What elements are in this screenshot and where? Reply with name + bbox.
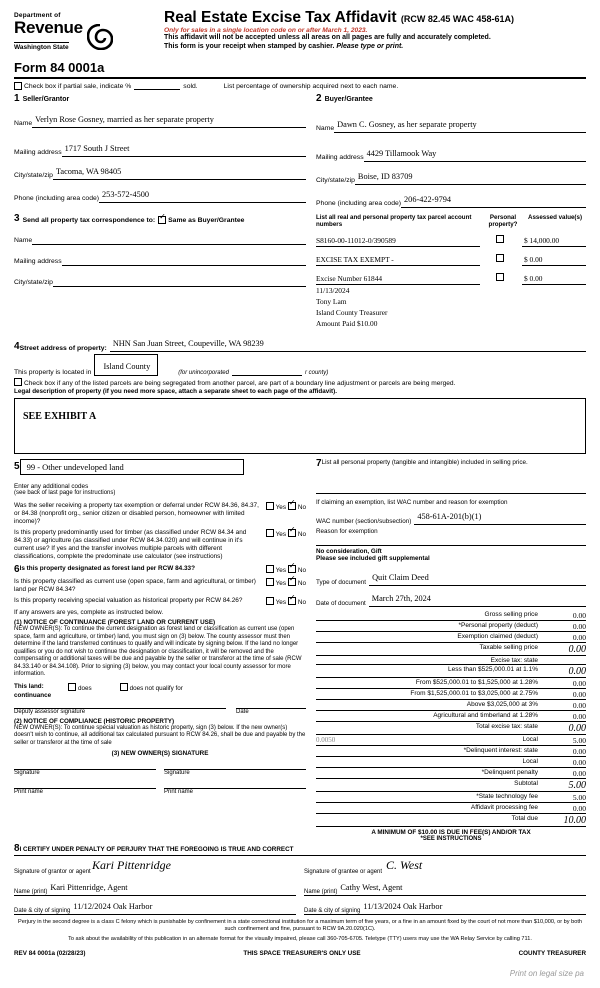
treasurer-space-label: THIS SPACE TREASURER'S ONLY USE bbox=[243, 950, 361, 958]
department-label: Department of bbox=[14, 12, 61, 19]
tax-line-prefix bbox=[316, 690, 350, 699]
personal-property-heading: List all personal property (tangible and intangible) included in selling price. bbox=[321, 459, 528, 467]
sold-label: sold. bbox=[183, 83, 198, 90]
reason-value[interactable]: No consideration, Gift bbox=[316, 548, 382, 556]
tax-line bbox=[316, 700, 586, 711]
grantor-date-value[interactable]: 11/12/2024 Oak Harbor bbox=[73, 902, 153, 912]
tax-line-prefix bbox=[316, 633, 350, 642]
section-6-number: 6 bbox=[14, 564, 20, 576]
tax-line-prefix: 0.0050 bbox=[316, 736, 336, 745]
forest-no-label: No bbox=[297, 567, 306, 575]
buyer-name-label: Name bbox=[316, 125, 335, 132]
tax-line bbox=[316, 814, 586, 827]
historic-question: Is this property receiving special valuation as historical property per RCW 84.26? bbox=[14, 597, 243, 605]
print-size-note: Print on legal size pa bbox=[509, 969, 584, 978]
body-columns bbox=[14, 459, 586, 842]
left-questions bbox=[14, 459, 312, 842]
footer-row bbox=[14, 950, 586, 957]
agency-block bbox=[14, 8, 154, 75]
assessor-date-label: Date bbox=[236, 708, 249, 715]
parcel-row bbox=[316, 267, 586, 285]
tax-line-prefix bbox=[316, 780, 350, 791]
tax-line bbox=[316, 768, 586, 779]
personal-property-checkbox[interactable] bbox=[480, 267, 522, 285]
tax-line-prefix bbox=[316, 804, 350, 813]
tax-line-label: Local bbox=[522, 758, 538, 766]
grantee-sig-label: Signature of grantee or agent bbox=[304, 869, 383, 876]
historic-no-label: No bbox=[297, 599, 306, 607]
tax-line-label: *Delinquent interest: state bbox=[463, 747, 538, 755]
tax-line-label: Gross selling price bbox=[484, 611, 538, 619]
certification-heading: I CERTIFY UNDER PENALTY OF PERJURY THAT THE FOREGOING IS TRUE AND CORRECT bbox=[19, 845, 294, 853]
section-3-number: 3 bbox=[14, 213, 20, 224]
reason-label: Reason for exemption bbox=[316, 528, 378, 536]
if-any-yes-label: If any answers are yes, complete as instructed below. bbox=[14, 609, 164, 617]
tax-line-prefix bbox=[316, 666, 350, 677]
this-land-label: This land: bbox=[14, 682, 44, 690]
land-use-code-value[interactable]: 99 - Other undeveloped land bbox=[20, 459, 244, 475]
segregated-label: Check box if any of the listed parcels are being segregated from another parcel, are part of a boundary line adjustment or parcels are being merged. bbox=[24, 380, 456, 388]
tax-line-value[interactable]: 0.00 bbox=[572, 690, 586, 700]
legal-description-box[interactable] bbox=[14, 398, 586, 454]
historic-no-checkbox[interactable] bbox=[288, 597, 296, 605]
forest-yes-label: Yes bbox=[275, 567, 287, 575]
partial-sale-checkbox[interactable] bbox=[14, 82, 22, 90]
exemption-heading: If claiming an exemption, list WAC number and reason for exemption bbox=[316, 499, 508, 507]
parcel-number[interactable]: Tony Lam bbox=[316, 297, 347, 307]
exemption-question: Was the seller receiving a property tax exemption or deferral under RCW 84.36, 84.37, or 84.38 (nonprofit org., senior citizen or disabled person, homeowner with limited income)? bbox=[14, 502, 259, 526]
tax-line-prefix bbox=[316, 657, 350, 664]
tax-line-label: Exemption claimed (deduct) bbox=[457, 633, 538, 641]
tax-line-label: Total due bbox=[511, 815, 538, 823]
tax-line-value[interactable]: 0.00 bbox=[572, 633, 586, 643]
tax-line-label: Local bbox=[522, 736, 538, 744]
buyer-phone-value[interactable]: 206-422-9794 bbox=[404, 195, 452, 204]
notice-continuance-body: NEW OWNER(S): To continue the current designation as forest land or classification as current use (open space, farm and agriculture, or timber) land, you must sign on (3) below. The county assessor must then determine if the land transferred continues to qualify and will indicate by signing below. If the land no longer qualifies or you do not wish to continue the designation or classification, it will be removed and the compensating or additional taxes will be due and payable by the seller or transferor at the time of sale (RCW 84.33.140 or 84.34.108). Prior to signing (3) below, you may contact your local county assessor for more information. bbox=[14, 626, 302, 678]
tax-line-value[interactable]: 5.00 bbox=[572, 793, 586, 803]
does-not-qualify-checkbox[interactable] bbox=[120, 683, 128, 691]
personal-property-checkbox[interactable] bbox=[480, 229, 522, 247]
parcel-row bbox=[316, 308, 586, 318]
legal-description-value: SEE EXHIBIT A bbox=[23, 411, 97, 423]
tax-line bbox=[316, 722, 586, 735]
buyer-phone-label: Phone (including area code) bbox=[316, 200, 402, 207]
tax-line-value[interactable]: 0.00 bbox=[572, 758, 586, 768]
segregated-row bbox=[14, 378, 586, 387]
parties-section bbox=[14, 94, 586, 208]
rev-number: REV 84 0001a (02/28/23) bbox=[14, 950, 86, 958]
grantor-name-value[interactable]: Kari Pittenridge, Agent bbox=[50, 883, 128, 893]
tax-line-value[interactable]: 0.00 bbox=[572, 769, 586, 779]
does-qualify-checkbox[interactable] bbox=[68, 683, 76, 691]
grantee-date-label: Date & city of signing bbox=[304, 908, 361, 915]
county-note: r county) bbox=[304, 370, 329, 377]
tax-line-label: Subtotal bbox=[514, 780, 538, 788]
tax-line-value[interactable]: 0.00 bbox=[572, 712, 586, 722]
personal-property-checkbox bbox=[480, 286, 522, 296]
tax-line-value[interactable]: 0.00 bbox=[572, 611, 586, 621]
currentuse-yesno[interactable] bbox=[266, 578, 306, 587]
timber-no-checkbox[interactable] bbox=[288, 529, 296, 537]
section3-heading: Send all property tax correspondence to: bbox=[22, 217, 156, 224]
tax-line-value[interactable]: 0.00 bbox=[568, 666, 586, 678]
affidavit-sheet bbox=[14, 8, 586, 957]
grantee-signature-value[interactable]: C. West bbox=[386, 858, 423, 873]
corr-city-input[interactable] bbox=[53, 275, 306, 287]
exemption-yes-label: Yes bbox=[275, 504, 287, 512]
tax-line-prefix bbox=[316, 815, 350, 826]
forest-no-checkbox[interactable] bbox=[288, 565, 296, 573]
tax-line-label: Affidavit processing fee bbox=[470, 804, 538, 812]
tax-line-prefix bbox=[316, 793, 350, 802]
historic-yes-label: Yes bbox=[275, 599, 287, 607]
section3-block bbox=[14, 214, 312, 329]
parcel-row bbox=[316, 248, 586, 266]
tax-line-prefix bbox=[316, 712, 350, 721]
assessed-value[interactable]: $ 0.00 bbox=[522, 274, 586, 285]
tax-line-label: *State technology fee bbox=[476, 793, 538, 801]
tax-line-label: Less than $525,000.01 at 1.1% bbox=[448, 666, 538, 674]
grantee-date-value[interactable]: 11/13/2024 Oak Harbor bbox=[363, 902, 443, 912]
page-title: Real Estate Excise Tax Affidavit (RCW 82.45 WAC 458-61A) bbox=[164, 9, 514, 26]
tax-line bbox=[316, 621, 586, 632]
assessed-value[interactable] bbox=[522, 286, 586, 296]
doc-date-label: Date of document bbox=[316, 600, 366, 608]
forest-land-question: Is this property designated as forest land per RCW 84.33? bbox=[19, 565, 195, 573]
new-owner-sig1-label: Signature bbox=[14, 770, 40, 777]
buyer-mail-label: Mailing address bbox=[316, 154, 364, 161]
perjury-note: Perjury in the second degree is a class C felony which is punishable by confinement in a state correctional institution for a maximum term of five years, or a fine in an amount fixed by the court of not more than $10,000, or by both such confinement and fine, pursuant to RCW 9A.20.020(1C). bbox=[17, 919, 583, 932]
personal-property-checkbox bbox=[480, 319, 522, 329]
same-as-buyer-checkbox[interactable] bbox=[158, 216, 166, 224]
form-number: Form 84 0001a bbox=[14, 60, 105, 75]
doc-type-label: Type of document bbox=[316, 579, 367, 587]
seller-city-label: City/state/zip bbox=[14, 172, 53, 179]
tax-line bbox=[316, 610, 586, 621]
minimum-due-note: A MINIMUM OF $10.00 IS DUE IN FEE(S) AND/OR TAX bbox=[371, 829, 531, 837]
forest-yes-checkbox[interactable] bbox=[266, 565, 274, 573]
section-4-number: 4 bbox=[14, 341, 20, 353]
ownership-label: List percentage of ownership acquired next to each name. bbox=[223, 83, 399, 90]
parcel-rows bbox=[316, 229, 586, 329]
tax-line bbox=[316, 643, 586, 656]
corr-name-label: Name bbox=[14, 237, 33, 244]
title-block bbox=[154, 8, 586, 52]
new-owner-sig2-label: Signature bbox=[164, 770, 190, 777]
parcel-row bbox=[316, 286, 586, 296]
tax-line-value[interactable]: 0.00 bbox=[572, 701, 586, 711]
personal-property-checkbox[interactable] bbox=[480, 248, 522, 266]
assessed-value[interactable] bbox=[522, 319, 586, 329]
revenue-logo-icon bbox=[87, 24, 113, 50]
wac-value[interactable]: 458-61A-201(b)(1) bbox=[417, 512, 482, 522]
parcel-col-header: List all real and personal property tax parcel account numbers bbox=[316, 214, 472, 229]
tax-line bbox=[316, 757, 586, 768]
tax-line-label: Excise tax: state bbox=[490, 657, 538, 665]
exemption-yes-checkbox[interactable] bbox=[266, 502, 274, 510]
timber-yes-checkbox[interactable] bbox=[266, 529, 274, 537]
currentuse-yes-label: Yes bbox=[275, 580, 287, 588]
wac-label: WAC number (section/subsection) bbox=[316, 518, 412, 526]
grantee-signature-block bbox=[304, 860, 586, 915]
new-owner-print2-label: Print name bbox=[164, 789, 194, 796]
rcw-citation: (RCW 82.45 WAC 458-61A) bbox=[400, 14, 514, 24]
tax-line bbox=[316, 746, 586, 757]
timber-yes-label: Yes bbox=[275, 531, 287, 539]
buyer-city-label: City/state/zip bbox=[316, 177, 355, 184]
parcel-number[interactable]: S8160-00-11012-0/390589 bbox=[316, 236, 480, 247]
section-1-number: 1 bbox=[14, 93, 20, 104]
seller-phone-label: Phone (including area code) bbox=[14, 195, 100, 202]
forest-yesno[interactable] bbox=[266, 565, 306, 574]
form-header bbox=[14, 8, 586, 79]
parcel-table-block bbox=[312, 214, 586, 329]
tax-line-prefix bbox=[316, 622, 350, 631]
doc-type-value[interactable]: Quit Claim Deed bbox=[372, 573, 429, 583]
seller-mail-value[interactable]: 1717 South J Street bbox=[64, 144, 130, 153]
tax-line-value[interactable]: 0.00 bbox=[568, 723, 586, 735]
assessed-col-header: Assessed value(s) bbox=[528, 214, 582, 221]
segregated-checkbox[interactable] bbox=[14, 378, 22, 386]
new-owner-print1-label: Print name bbox=[14, 789, 44, 796]
timber-yesno[interactable] bbox=[266, 529, 306, 538]
historic-yesno[interactable] bbox=[266, 597, 306, 606]
county-value[interactable]: Island County bbox=[103, 362, 151, 372]
tax-line-value[interactable]: 5.00 bbox=[572, 736, 586, 746]
tax-line bbox=[316, 678, 586, 689]
tax-line-prefix bbox=[316, 758, 350, 767]
assessed-value[interactable] bbox=[522, 308, 586, 318]
parcel-row bbox=[316, 297, 586, 307]
correspondence-section bbox=[14, 214, 586, 329]
tax-line-label: Agricultural and timberland at 1.28% bbox=[433, 712, 538, 720]
certification-heading-row bbox=[14, 844, 586, 854]
grantor-signature-block bbox=[14, 860, 304, 915]
seller-name-value[interactable]: Verlyn Rose Gosney, married as her separate property bbox=[35, 115, 214, 124]
right-tax-column bbox=[312, 459, 586, 842]
tax-line-prefix bbox=[316, 747, 350, 756]
timber-no-label: No bbox=[297, 531, 306, 539]
tax-line-label: Total excise tax: state bbox=[475, 723, 538, 731]
section4-block bbox=[14, 333, 586, 454]
currentuse-no-label: No bbox=[297, 580, 306, 588]
tax-calculation-lines bbox=[316, 610, 586, 827]
see-back-label: (see back of last page for instructions) bbox=[14, 490, 116, 497]
notice-compliance-body: NEW OWNER(S): To continue special valuation as historic property, sign (3) below. If the new owner(s) doesn't wish to continue, all additional tax calculated pursuant to RCW 84.26, shall be due and payable by the seller or transferor at the time of sale bbox=[14, 724, 306, 746]
grantee-name-label: Name (print) bbox=[304, 889, 338, 896]
tax-line bbox=[316, 689, 586, 700]
personal-property-input[interactable] bbox=[316, 469, 586, 494]
grantor-date-label: Date & city of signing bbox=[14, 908, 71, 915]
buyer-heading: Buyer/Grantee bbox=[324, 95, 373, 103]
parcel-row bbox=[316, 229, 586, 247]
tax-line-value[interactable] bbox=[544, 657, 586, 664]
seller-name-label: Name bbox=[14, 120, 33, 127]
reason-value-2[interactable]: Please see included gift supplemental bbox=[316, 555, 430, 563]
parcel-number[interactable]: 11/13/2024 bbox=[316, 286, 350, 296]
tax-line bbox=[316, 665, 586, 678]
state-label: Washington State bbox=[14, 44, 69, 51]
additional-codes-label: Enter any additional codes bbox=[14, 483, 89, 491]
tax-line bbox=[316, 632, 586, 643]
tax-line-value[interactable]: 0.00 bbox=[568, 644, 586, 656]
tax-line bbox=[316, 803, 586, 814]
tax-line-label: Above $3,025,000 at 3% bbox=[466, 701, 538, 709]
personal-property-checkbox bbox=[480, 297, 522, 307]
tax-line-prefix bbox=[316, 701, 350, 710]
grantor-signature-value[interactable]: Kari Pittenridge bbox=[92, 858, 171, 873]
located-in-label: This property is located in bbox=[14, 369, 92, 377]
grantor-sig-label: Signature of grantor or agent bbox=[14, 869, 91, 876]
seller-mail-label: Mailing address bbox=[14, 149, 62, 156]
legal-desc-label: Legal description of property (if you need more space, attach a separate sheet to each page of the affidavit). bbox=[14, 388, 337, 396]
tax-line bbox=[316, 792, 586, 803]
personal-col-header: Personal property? bbox=[488, 214, 518, 229]
tax-line-value[interactable]: 0.00 bbox=[572, 804, 586, 814]
county-treasurer-label: COUNTY TREASURER bbox=[518, 950, 586, 958]
currentuse-yes-checkbox[interactable] bbox=[266, 578, 274, 586]
tax-line bbox=[316, 779, 586, 792]
exemption-no-checkbox[interactable] bbox=[288, 502, 296, 510]
grantor-name-label: Name (print) bbox=[14, 889, 48, 896]
see-instructions-note: *SEE INSTRUCTIONS bbox=[420, 836, 482, 843]
doc-date-value[interactable]: March 27th, 2024 bbox=[371, 594, 431, 604]
tax-line-label: *Delinquent penalty bbox=[481, 769, 538, 777]
corr-mail-label: Mailing address bbox=[14, 258, 62, 265]
does-not-label: does not qualify for bbox=[129, 684, 183, 692]
seller-block bbox=[14, 94, 312, 208]
receipt-notice: This form is your receipt when stamped by cashier. Please type or print. bbox=[164, 43, 404, 51]
grantee-name-value[interactable]: Cathy West, Agent bbox=[340, 883, 403, 893]
buyer-city-value[interactable]: Boise, ID 83709 bbox=[357, 172, 413, 181]
seller-city-value[interactable]: Tacoma, WA 98405 bbox=[55, 167, 122, 176]
tax-line bbox=[316, 656, 586, 665]
tax-line-value[interactable]: 0.00 bbox=[572, 622, 586, 632]
notice-continuance-heading: (1) NOTICE OF CONTINUANCE (FOREST LAND OR CURRENT USE) bbox=[14, 619, 216, 627]
parcel-number[interactable]: Amount Paid $10.00 bbox=[316, 319, 378, 329]
assessed-value[interactable]: $ 0.00 bbox=[522, 255, 586, 266]
tax-line-value[interactable]: 0.00 bbox=[572, 679, 586, 689]
exemption-no-label: No bbox=[297, 504, 306, 512]
buyer-name-value[interactable]: Dawn C. Gosney, as her separate property bbox=[337, 120, 477, 129]
deputy-assessor-label: Deputy assessor signature bbox=[14, 708, 86, 715]
agency-name: Revenue bbox=[14, 18, 83, 37]
seller-phone-value[interactable]: 253-572-4500 bbox=[102, 190, 150, 199]
parcel-number[interactable]: Island County Treasurer bbox=[316, 308, 388, 318]
partial-percent-input[interactable] bbox=[134, 89, 180, 90]
buyer-mail-value[interactable]: 4429 Tillamook Way bbox=[366, 149, 437, 158]
tax-line bbox=[316, 735, 586, 746]
parcel-row bbox=[316, 319, 586, 329]
tax-line-label: From $1,525,000.01 to $3,025,000 at 2.75% bbox=[410, 690, 538, 698]
section-7-number: 7 bbox=[316, 458, 322, 470]
signature-section bbox=[14, 860, 586, 915]
corr-name-input[interactable] bbox=[32, 233, 306, 245]
exemption-yesno[interactable] bbox=[266, 502, 306, 511]
tax-line-prefix bbox=[316, 611, 350, 620]
corr-city-label: City/state/zip bbox=[14, 279, 53, 286]
same-as-buyer-label: Same as Buyer/Grantee bbox=[168, 217, 245, 224]
partial-sale-label: Check box if partial sale, indicate % bbox=[24, 83, 132, 90]
tax-line-prefix bbox=[316, 769, 350, 778]
section-2-number: 2 bbox=[316, 93, 322, 104]
ada-note: To ask about the availability of this publication in an alternate format for the visually impaired, please call 360-705-6705. Teletype (TTY) users may use the WA Relay Service by calling 711. bbox=[68, 935, 532, 942]
section-5-number: 5 bbox=[14, 461, 20, 473]
tax-line-prefix bbox=[316, 723, 350, 734]
tax-line-label: From $525,000.01 to $1,525,000 at 1.28% bbox=[415, 679, 538, 687]
corr-mail-input[interactable] bbox=[62, 254, 306, 266]
buyer-block bbox=[312, 94, 586, 208]
accept-notice: This affidavit will not be accepted unless all areas on all pages are fully and accurately completed. bbox=[164, 34, 491, 42]
red-notice: Only for sales in a single location code on or after March 1, 2023. bbox=[164, 27, 368, 35]
historic-yes-checkbox[interactable] bbox=[266, 597, 274, 605]
new-owner-signature-heading: (3) NEW OWNER(S) SIGNATURE bbox=[111, 750, 209, 758]
assessed-value[interactable] bbox=[522, 297, 586, 307]
city-input[interactable] bbox=[232, 364, 302, 376]
street-address-value[interactable]: NHN San Juan Street, Coupeville, WA 98239 bbox=[112, 339, 264, 349]
assessed-value[interactable]: $ 14,000.00 bbox=[522, 236, 586, 247]
current-use-question: Is this property classified as current use (open space, farm and agricultural, or timber) land per RCW 84.34? bbox=[14, 578, 256, 594]
section-8-number: 8 bbox=[14, 843, 20, 855]
seller-heading: Seller/Grantor bbox=[22, 95, 70, 103]
partial-sale-row bbox=[14, 82, 586, 90]
currentuse-no-checkbox[interactable] bbox=[288, 578, 296, 586]
tax-line-label: *Personal property (deduct) bbox=[458, 622, 538, 630]
continuance-label: continuance bbox=[14, 691, 52, 699]
tax-line-prefix bbox=[316, 644, 350, 655]
tax-line-value[interactable]: 0.00 bbox=[572, 747, 586, 757]
tax-line bbox=[316, 711, 586, 722]
parcel-number[interactable]: Excise Number 61844 bbox=[316, 274, 480, 285]
personal-property-checkbox bbox=[480, 308, 522, 318]
notice-compliance-heading: (2) NOTICE OF COMPLIANCE (HISTORIC PROPERTY) bbox=[14, 717, 175, 725]
tax-line-value[interactable]: 5.00 bbox=[568, 780, 586, 792]
tax-line-prefix bbox=[316, 679, 350, 688]
street-address-label: Street address of property: bbox=[19, 345, 107, 353]
parcel-number[interactable]: EXCISE TAX EXEMPT - bbox=[316, 255, 480, 266]
unincorporated-note: (for unincorporated bbox=[178, 370, 229, 377]
does-label: does bbox=[78, 684, 92, 692]
timber-question: Is this property predominantly used for timber (as classified under RCW 84.34 and 84.33) or agriculture (as classified under RCW 84.34.020) and will continue in it's current use? If yes and the transfer involves multiple parcels with different classifications, complete the predominate use calculator (see instructions) bbox=[14, 529, 247, 561]
tax-line-label: Taxable selling price bbox=[479, 644, 538, 652]
tax-line-value[interactable]: 10.00 bbox=[563, 815, 586, 827]
